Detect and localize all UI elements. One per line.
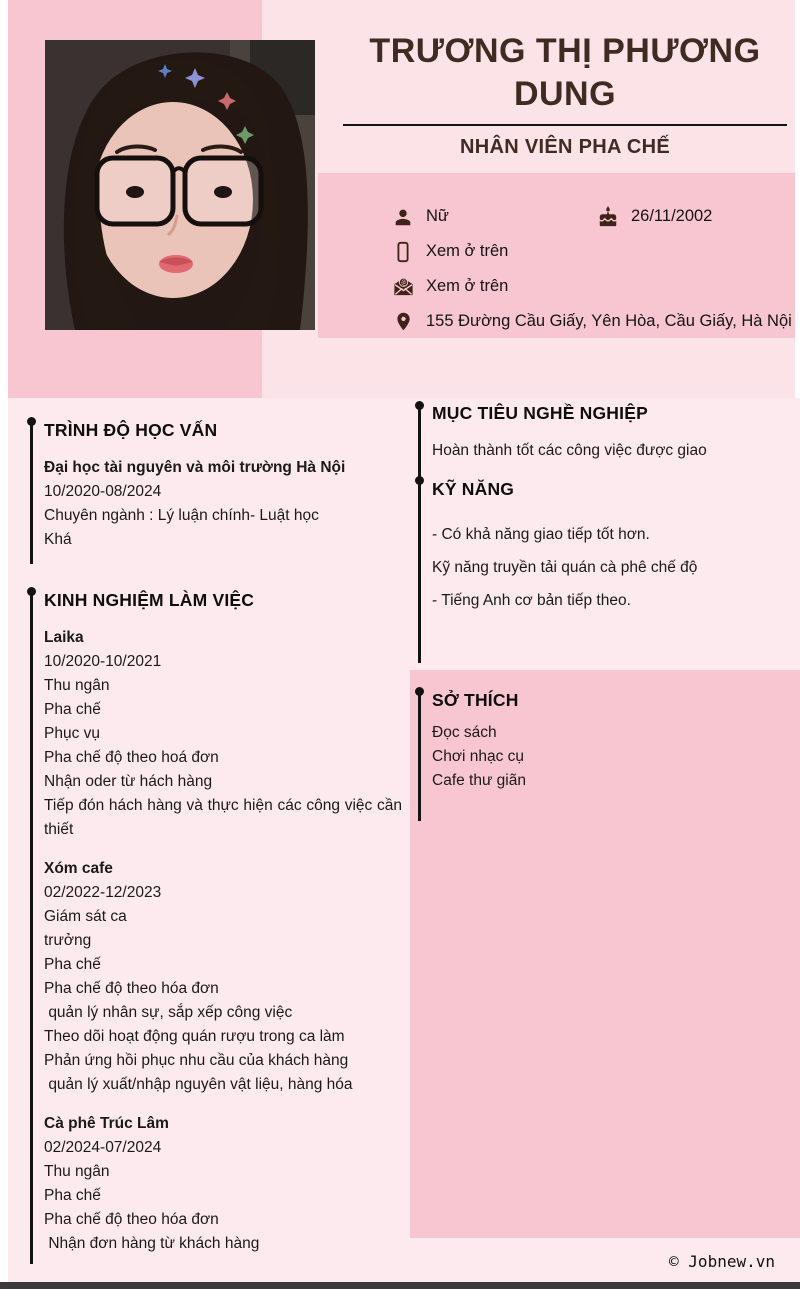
job-duties <box>44 1160 402 1256</box>
job-duties <box>44 905 402 1097</box>
right-column <box>418 403 786 663</box>
bottom-bar <box>0 1282 800 1289</box>
job-duty-line: Tiếp đón hách hàng và thực hiện các công việc cần thiết <box>44 797 407 838</box>
job-duty-line: quản lý nhân sự, sắp xếp công việc <box>44 1004 293 1021</box>
candidate-name: TRƯƠNG THỊ PHƯƠNG DUNG <box>369 32 761 113</box>
hobbies-lines <box>432 721 748 793</box>
job-company: Cà phê Trúc Lâm <box>44 1115 169 1132</box>
job-period: 02/2024-07/2024 <box>44 1139 162 1156</box>
address-field <box>390 310 792 334</box>
job-duty-line: Nhận oder từ hách hàng <box>44 773 213 790</box>
job-duty-line: Pha chế độ theo hóa đơn <box>44 980 219 997</box>
job-duty-line: Thu ngân <box>44 1163 110 1180</box>
hobby-line: Cafe thư giãn <box>432 772 526 789</box>
contact-row-gender-birthday <box>390 199 795 234</box>
job-period: 10/2020-10/2021 <box>44 653 162 670</box>
skills-heading: KỸ NĂNG <box>432 479 515 499</box>
job-company: Laika <box>44 629 84 646</box>
contact-row-address <box>390 304 795 339</box>
email-icon <box>390 275 416 299</box>
gender-field <box>390 205 595 229</box>
job-entry <box>44 857 402 1097</box>
job-duty-line: Pha chế độ theo hóa đơn <box>44 1211 219 1228</box>
birthday-value: 26/11/2002 <box>631 207 713 225</box>
skill-line: Kỹ năng truyền tải quán cà phê chế độ <box>432 559 698 576</box>
right-margin <box>795 0 800 398</box>
skills-section <box>418 479 786 663</box>
hobby-line: Đọc sách <box>432 724 497 741</box>
job-entry <box>44 626 407 842</box>
job-duty-line: Nhận đơn hàng từ khách hàng <box>44 1235 260 1252</box>
objective-lines <box>432 439 786 463</box>
email-value: Xem ở trên <box>426 277 509 295</box>
job-company: Xóm cafe <box>44 860 113 877</box>
job-duty-line: Pha chế độ theo hoá đơn <box>44 749 219 766</box>
hobbies-section <box>418 690 748 821</box>
objective-section <box>418 403 786 479</box>
name-divider <box>343 124 787 126</box>
job-duty-line: Thu ngân <box>44 677 110 694</box>
birthday-field <box>595 205 712 229</box>
education-section <box>30 420 402 564</box>
footer-credit: © Jobnew.vn <box>669 1252 775 1271</box>
job-period: 02/2022-12/2023 <box>44 884 162 901</box>
job-duty-line: Pha chế <box>44 701 101 718</box>
phone-field <box>390 240 508 264</box>
objective-heading: MỤC TIÊU NGHỀ NGHIỆP <box>432 403 648 423</box>
hobbies-panel <box>410 670 800 1238</box>
job-duty-line: trưởng <box>44 932 92 949</box>
job-title: NHÂN VIÊN PHA CHẾ <box>460 136 670 158</box>
phone-value: Xem ở trên <box>426 242 509 260</box>
person-icon <box>390 205 416 229</box>
experience-heading: KINH NGHIỆM LÀM VIỆC <box>44 590 255 610</box>
hobby-line: Chơi nhạc cụ <box>432 748 525 765</box>
gender-value: Nữ <box>426 207 449 225</box>
job-duty-line: Phản ứng hồi phục nhu cầu của khách hàng <box>44 1052 349 1069</box>
left-margin <box>0 0 8 1289</box>
hobbies-heading: SỞ THÍCH <box>432 690 519 710</box>
education-details <box>44 504 402 552</box>
objective-line: Hoàn thành tốt các công việc được giao <box>432 442 707 459</box>
skill-line: - Có khả năng giao tiếp tốt hơn. <box>432 526 650 543</box>
job-duty-line: Pha chế <box>44 956 101 973</box>
education-period: 10/2020-08/2024 <box>44 483 162 500</box>
job-entry <box>44 1112 402 1256</box>
email-field <box>390 275 508 299</box>
job-duty-line: Pha chế <box>44 1187 101 1204</box>
left-column <box>30 420 407 1264</box>
job-duty-line: Giám sát ca <box>44 908 127 925</box>
education-heading: TRÌNH ĐỘ HỌC VẤN <box>44 420 218 440</box>
location-pin-icon <box>390 310 416 334</box>
name-block <box>335 30 795 159</box>
job-duty-line: Theo dõi hoạt động quán rượu trong ca làm <box>44 1028 345 1045</box>
education-school: Đại học tài nguyên và môi trường Hà Nội <box>44 459 346 476</box>
contact-row-email <box>390 269 795 304</box>
profile-photo <box>45 40 315 330</box>
skills-lines <box>432 524 786 611</box>
contact-row-phone <box>390 234 795 269</box>
contact-panel <box>318 173 795 338</box>
job-duty-line: quản lý xuất/nhập nguyên vật liệu, hàng hóa <box>44 1076 353 1093</box>
job-duties <box>44 674 407 842</box>
experience-section <box>30 590 407 1264</box>
birthday-cake-icon <box>595 205 621 229</box>
address-value: 155 Đường Cầu Giấy, Yên Hòa, Cầu Giấy, Hà Nội <box>426 312 792 330</box>
phone-icon <box>390 240 416 264</box>
education-detail-line: Chuyên ngành : Lý luận chính- Luật học <box>44 507 319 524</box>
skill-line: - Tiếng Anh cơ bản tiếp theo. <box>432 592 631 609</box>
job-duty-line: Phục vụ <box>44 725 101 742</box>
education-detail-line: Khá <box>44 531 72 548</box>
svg-text:@: @ <box>400 278 406 287</box>
